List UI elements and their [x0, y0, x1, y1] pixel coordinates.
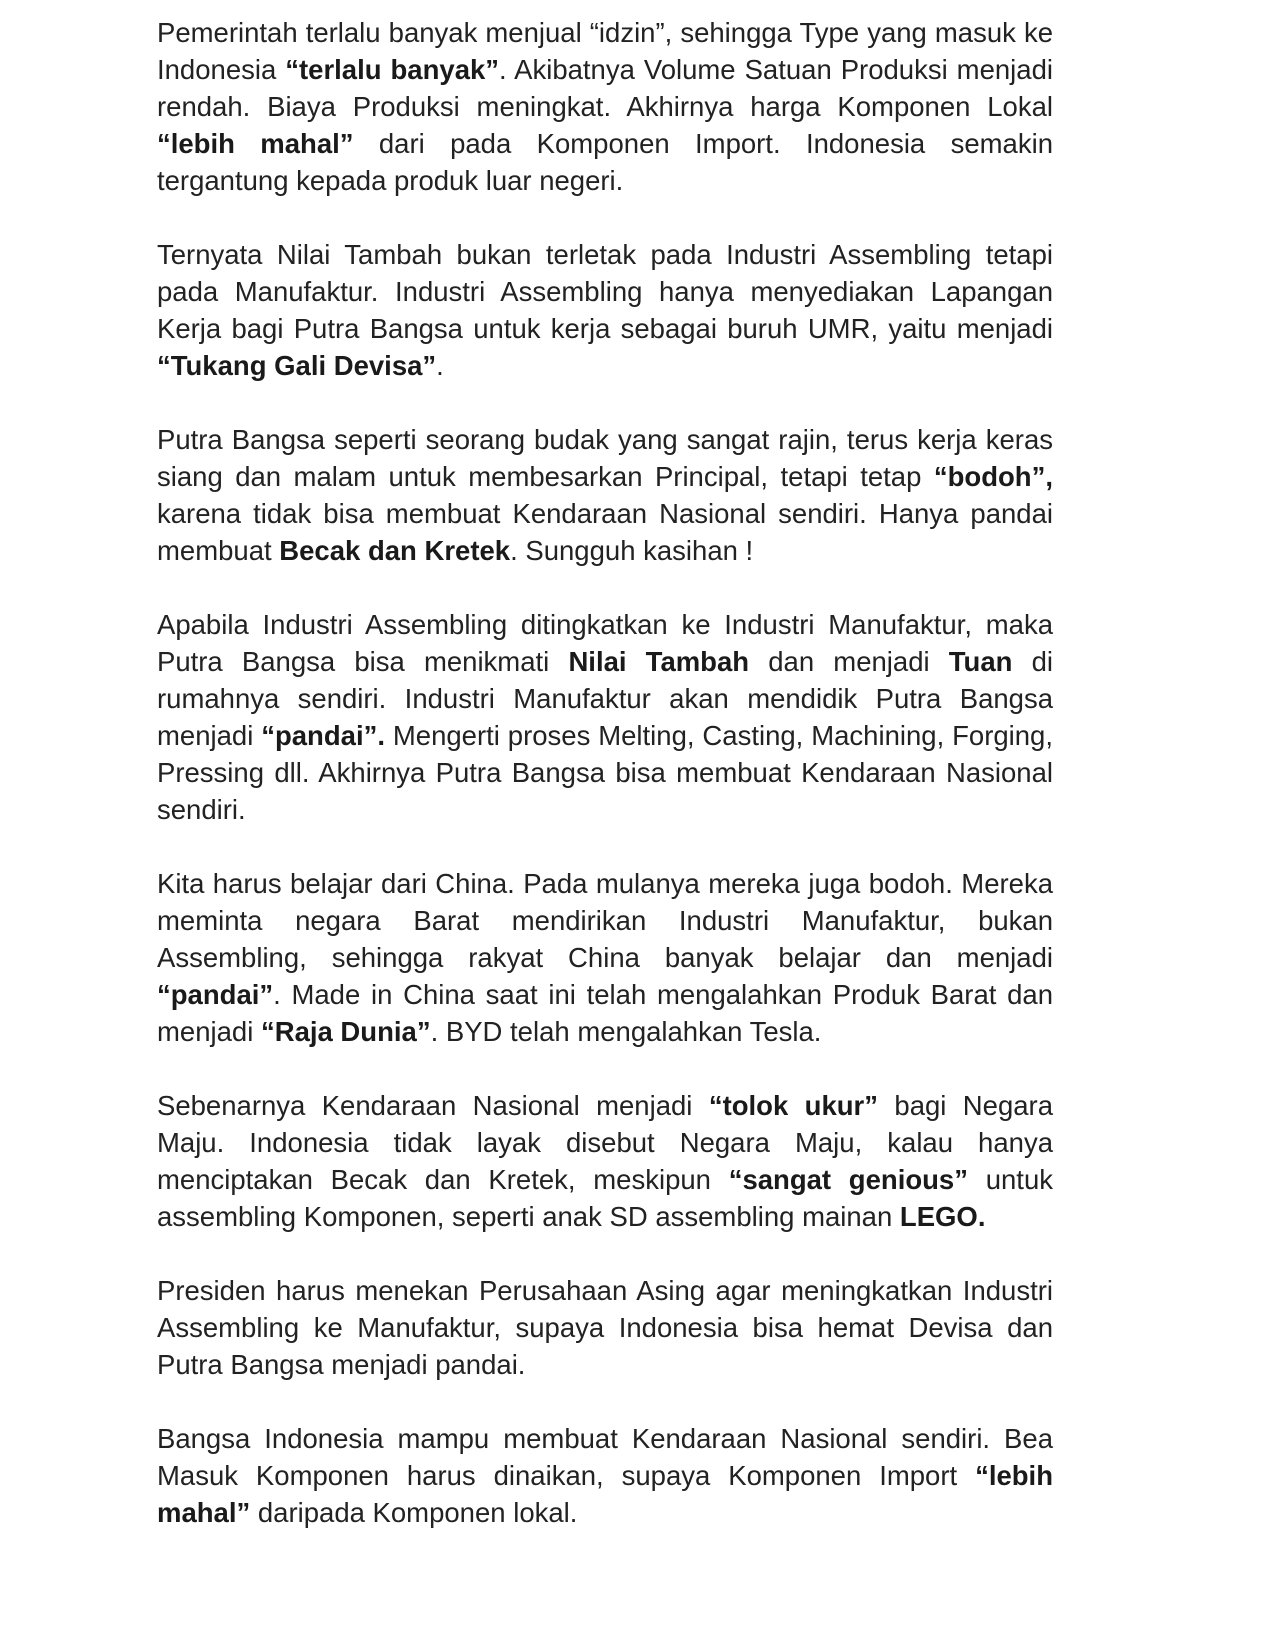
text-run: Apabila Industri Assembling ditingkatkan ke Industri Manufaktur, maka Putra Bangsa bisa menikmati	[157, 609, 1053, 677]
text-run: daripada Komponen lokal.	[250, 1497, 578, 1528]
bold-text-run: “Raja Dunia”	[260, 1016, 431, 1047]
paragraph-3	[157, 421, 1053, 569]
paragraph-2	[157, 236, 1053, 384]
bold-text-run: “bodoh”,	[933, 461, 1053, 492]
paragraph-1	[157, 14, 1053, 199]
bold-text-run: “tolok ukur”	[708, 1090, 878, 1121]
text-run: bagi Negara Maju. Indonesia tidak layak disebut Negara Maju, kalau hanya menciptakan Becak dan Kretek, meskipun	[157, 1090, 1053, 1195]
text-run: Presiden harus menekan Perusahaan Asing agar meningkatkan Industri Assembling ke Manufaktur, supaya Indonesia bisa hemat Devisa dan Putra Bangsa menjadi pandai.	[157, 1275, 1053, 1380]
text-run: . Akibatnya Volume Satuan Produksi menjadi rendah. Biaya Produksi meningkat. Akhirnya harga Komponen Lokal	[157, 54, 1053, 122]
text-run: .	[436, 350, 444, 381]
text-run: untuk assembling Komponen, seperti anak SD assembling mainan	[157, 1164, 1053, 1232]
bold-text-run: “terlalu banyak”	[285, 54, 500, 85]
text-run: Putra Bangsa seperti seorang budak yang sangat rajin, terus kerja keras siang dan malam untuk membesarkan Principal, tetapi tetap	[157, 424, 1053, 492]
bold-text-run: “pandai”	[157, 979, 274, 1010]
text-run: dari pada Komponen Import. Indonesia semakin tergantung kepada produk luar negeri.	[157, 128, 1053, 196]
bold-text-run: LEGO.	[899, 1201, 986, 1232]
text-run: . Sungguh kasihan !	[510, 535, 754, 566]
bold-text-run: Becak dan Kretek	[279, 535, 511, 566]
paragraph-8	[157, 1420, 1053, 1531]
text-run: Mengerti proses Melting, Casting, Machining, Forging, Pressing dll. Akhirnya Putra Bangsa bisa membuat Kendaraan Nasional sendiri.	[157, 720, 1053, 825]
paragraph-4	[157, 606, 1053, 828]
paragraph-7	[157, 1272, 1053, 1383]
text-run: di rumahnya sendiri. Industri Manufaktur akan mendidik Putra Bangsa menjadi	[157, 646, 1054, 751]
bold-text-run: “sangat genious”	[728, 1164, 968, 1195]
bold-text-run: “lebih mahal”	[157, 128, 354, 159]
bold-text-run: “lebih mahal”	[157, 1460, 1053, 1528]
bold-text-run: Nilai Tambah	[568, 646, 750, 677]
document-page	[157, 14, 1053, 1568]
bold-text-run: “Tukang Gali Devisa”	[157, 350, 437, 381]
bold-text-run: “pandai”.	[261, 720, 385, 751]
text-run: Pemerintah terlalu banyak menjual “idzin”, sehingga Type yang masuk ke Indonesia	[157, 17, 1053, 85]
text-run: Bangsa Indonesia mampu membuat Kendaraan Nasional sendiri. Bea Masuk Komponen harus dinaikan, supaya Komponen Import	[157, 1423, 1053, 1491]
text-run: Kita harus belajar dari China. Pada mulanya mereka juga bodoh. Mereka meminta negara Barat mendirikan Industri Manufaktur, bukan Assembling, sehingga rakyat China banyak belajar dan menjadi	[157, 868, 1053, 973]
text-run: karena tidak bisa membuat Kendaraan Nasional sendiri. Hanya pandai membuat	[157, 498, 1053, 566]
text-run: . Made in China saat ini telah mengalahkan Produk Barat dan menjadi	[157, 979, 1053, 1047]
text-run: dan menjadi	[749, 646, 949, 677]
text-run: . BYD telah mengalahkan Tesla.	[430, 1016, 822, 1047]
paragraph-5	[157, 865, 1053, 1050]
text-run: Sebenarnya Kendaraan Nasional menjadi	[157, 1090, 709, 1121]
paragraph-6	[157, 1087, 1053, 1235]
text-run: Ternyata Nilai Tambah bukan terletak pada Industri Assembling tetapi pada Manufaktur. Industri Assembling hanya menyediakan Lapangan Kerja bagi Putra Bangsa untuk kerja sebagai buruh UMR, yaitu menjadi	[157, 239, 1053, 344]
bold-text-run: Tuan	[948, 646, 1013, 677]
